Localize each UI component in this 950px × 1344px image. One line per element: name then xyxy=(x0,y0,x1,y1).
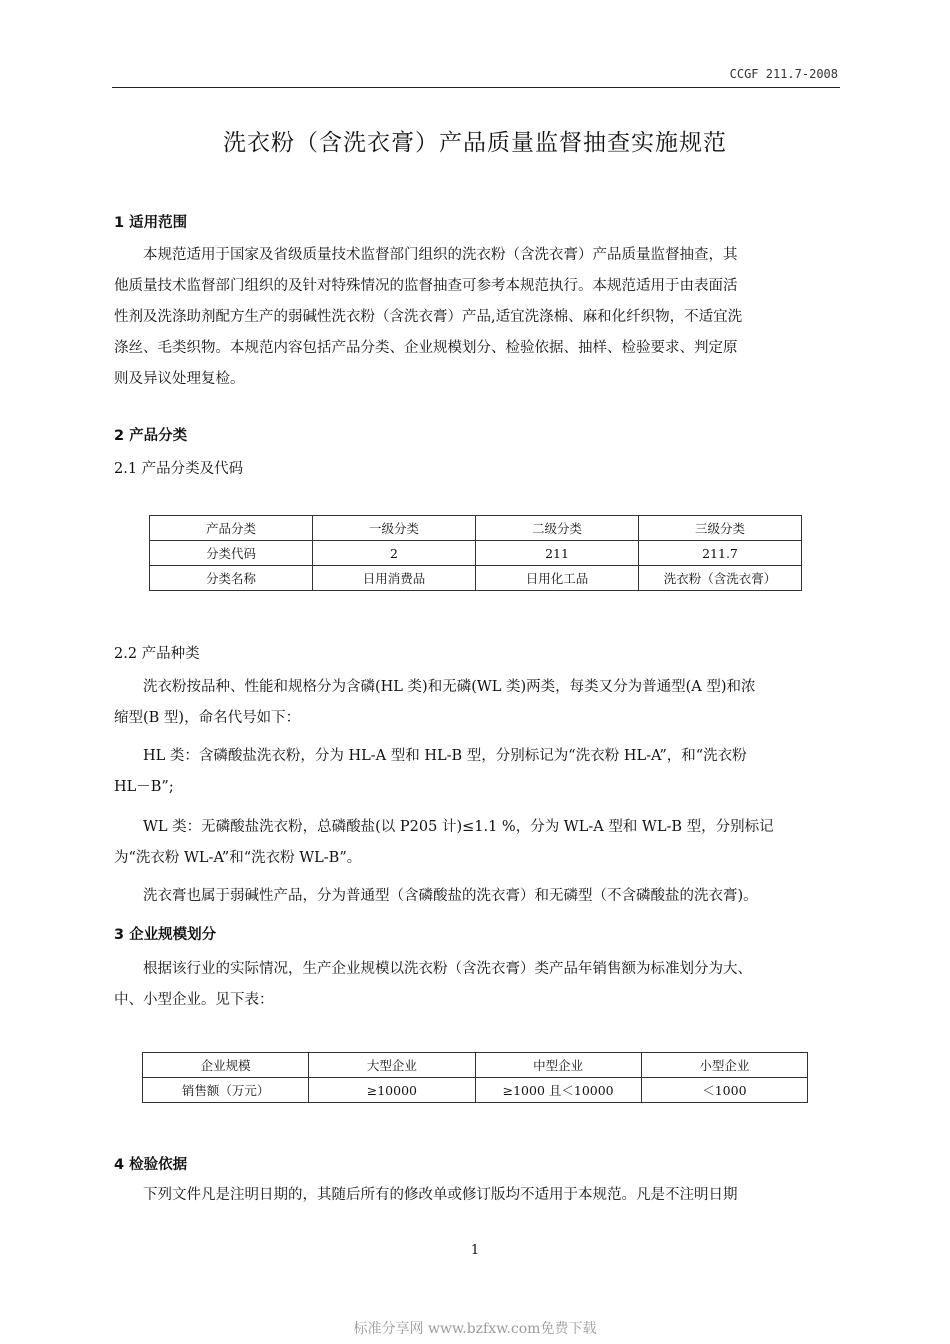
text-line: 中、小型企业。见下表： xyxy=(114,992,274,1008)
table-cell: 分类名称 xyxy=(150,566,313,591)
watermark-text: 标准分享网 www.bzfxw.com免费下载 xyxy=(353,1321,597,1337)
table-cell: 日用化工品 xyxy=(476,566,639,591)
table-cell: 洗衣粉（含洗衣膏） xyxy=(639,566,802,591)
table-row xyxy=(150,516,802,541)
table-cell: 中型企业 xyxy=(475,1053,641,1078)
table-cell: 2 xyxy=(313,541,476,566)
table-cell: 分类代码 xyxy=(150,541,313,566)
table-cell: 销售额（万元） xyxy=(143,1078,309,1103)
text-line: 涤丝、毛类织物。本规范内容包括产品分类、企业规模划分、检验依据、抽样、检验要求、判定原 xyxy=(114,340,738,356)
section-1-heading: 1 适用范围 xyxy=(114,215,188,231)
text-line: 洗衣膏也属于弱碱性产品，分为普通型（含磷酸盐的洗衣膏）和无磷型（不含磷酸盐的洗衣膏)。 xyxy=(143,888,758,904)
section-2-2-paragraph-3 xyxy=(114,812,838,874)
text-line: HL 类：含磷酸盐洗衣粉，分为 HL-A 型和 HL-B 型，分别标记为“洗衣粉 HL-A”，和“洗衣粉 xyxy=(143,748,747,764)
text-line: 为“洗衣粉 WL-A”和“洗衣粉 WL-B”。 xyxy=(114,850,362,866)
classification-table xyxy=(149,515,802,591)
standard-code: CCGF 211.7-2008 xyxy=(729,67,838,81)
text-line: 洗衣粉按品种、性能和规格分为含磷(HL 类)和无磷(WL 类)两类，每类又分为普通型(A 型)和浓 xyxy=(143,679,756,695)
section-4-paragraph xyxy=(114,1180,838,1211)
text-line: 则及异议处理复检。 xyxy=(114,371,245,387)
document-title: 洗衣粉（含洗衣膏）产品质量监督抽查实施规范 xyxy=(223,130,727,156)
table-row xyxy=(143,1053,808,1078)
table-cell: 日用消费品 xyxy=(313,566,476,591)
table-row xyxy=(143,1078,808,1103)
table-row xyxy=(150,541,802,566)
section-2-2-paragraph-1 xyxy=(114,672,838,734)
table-cell: ≥10000 xyxy=(309,1078,475,1103)
table-cell: 三级分类 xyxy=(639,516,802,541)
text-line: HL－B”; xyxy=(114,779,174,795)
section-2-2-paragraph-4 xyxy=(114,881,838,912)
table-cell: 企业规模 xyxy=(143,1053,309,1078)
table-cell: 产品分类 xyxy=(150,516,313,541)
section-2-1-heading: 2.1 产品分类及代码 xyxy=(114,461,244,477)
text-line: 根据该行业的实际情况，生产企业规模以洗衣粉（含洗衣膏）类产品年销售额为标准划分为大、 xyxy=(143,961,752,977)
page-number: 1 xyxy=(470,1243,480,1258)
section-2-2-heading: 2.2 产品种类 xyxy=(114,646,200,662)
table-cell: ＜1000 xyxy=(641,1078,807,1103)
text-line: 缩型(B 型)，命名代号如下： xyxy=(114,710,301,726)
text-line: 他质量技术监督部门组织的及针对特殊情况的监督抽查可参考本规范执行。本规范适用于由表面活 xyxy=(114,278,738,294)
section-3-heading: 3 企业规模划分 xyxy=(114,927,217,943)
table-cell: 一级分类 xyxy=(313,516,476,541)
text-line: WL 类：无磷酸盐洗衣粉，总磷酸盐(以 P205 计)≤1.1 %，分为 WL-A 型和 WL-B 型，分别标记 xyxy=(143,819,774,835)
section-3-paragraph xyxy=(114,954,838,1016)
table-cell: ≥1000 且＜10000 xyxy=(475,1078,641,1103)
table-row xyxy=(150,566,802,591)
text-line: 性剂及洗涤助剂配方生产的弱碱性洗衣粉（含洗衣膏）产品,适宜洗涤棉、麻和化纤织物，不适宜洗 xyxy=(114,309,743,325)
header-rule xyxy=(112,87,840,88)
enterprise-scale-table xyxy=(142,1052,808,1103)
section-4-heading: 4 检验依据 xyxy=(114,1157,188,1173)
table-cell: 211 xyxy=(476,541,639,566)
text-line: 本规范适用于国家及省级质量技术监督部门组织的洗衣粉（含洗衣膏）产品质量监督抽查，其 xyxy=(143,247,738,263)
section-2-2-paragraph-2 xyxy=(114,741,838,803)
section-2-heading: 2 产品分类 xyxy=(114,428,188,444)
text-line: 下列文件凡是注明日期的，其随后所有的修改单或修订版均不适用于本规范。凡是不注明日期 xyxy=(143,1187,738,1203)
section-1-paragraph xyxy=(114,240,838,395)
table-cell: 大型企业 xyxy=(309,1053,475,1078)
table-cell: 小型企业 xyxy=(641,1053,807,1078)
table-cell: 211.7 xyxy=(639,541,802,566)
table-cell: 二级分类 xyxy=(476,516,639,541)
